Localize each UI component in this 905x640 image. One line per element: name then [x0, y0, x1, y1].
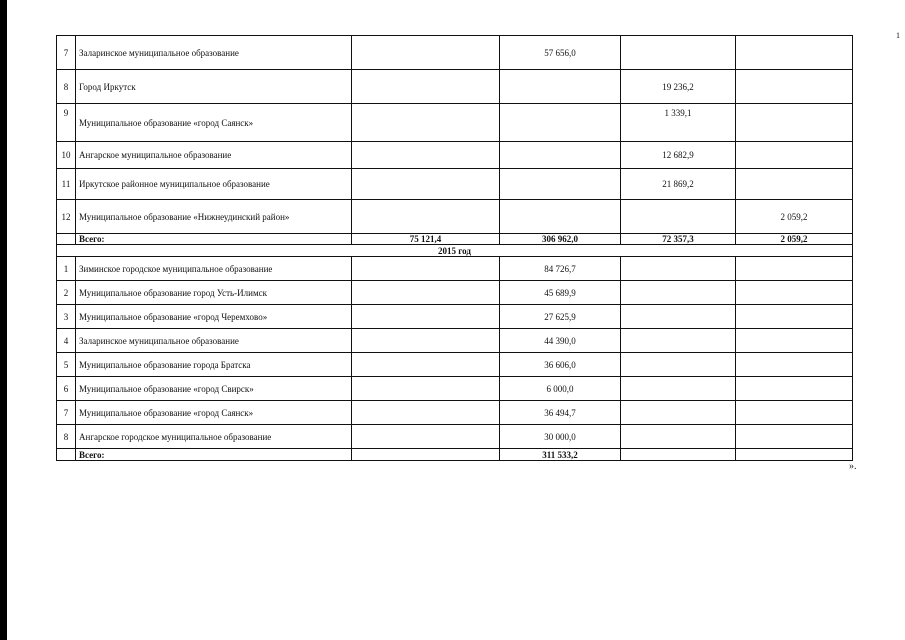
cell-col3 [621, 401, 736, 425]
cell-col4 [736, 281, 853, 305]
cell-col1 [352, 305, 500, 329]
cell-col3 [621, 36, 736, 70]
cell-col3 [621, 257, 736, 281]
row-number: 8 [57, 425, 76, 449]
table-row [57, 104, 853, 142]
page-number: 1 [896, 31, 900, 40]
cell-col1 [352, 377, 500, 401]
cell-col2: 45 689,9 [500, 281, 621, 305]
municipality-name: Ангарское городское муниципальное образование [76, 425, 352, 449]
cell-col1 [352, 142, 500, 169]
total-col2: 311 533,2 [500, 449, 621, 461]
cell-col1 [352, 425, 500, 449]
cell-col2: 84 726,7 [500, 257, 621, 281]
cell-col3 [621, 353, 736, 377]
budget-table [56, 35, 853, 461]
cell-col3 [621, 305, 736, 329]
cell-col4 [736, 104, 853, 142]
row-number: 7 [57, 401, 76, 425]
total-label: Всего: [76, 234, 352, 245]
cell-col2: 30 000,0 [500, 425, 621, 449]
row-number: 7 [57, 36, 76, 70]
table-row [57, 169, 853, 200]
row-number: 5 [57, 353, 76, 377]
cell-col2: 36 494,7 [500, 401, 621, 425]
closing-quote-mark: ». [849, 461, 857, 472]
cell-col3: 12 682,9 [621, 142, 736, 169]
year-heading: 2015 год [57, 245, 853, 257]
cell-col2: 36 606,0 [500, 353, 621, 377]
municipality-name: Ангарское муниципальное образование [76, 142, 352, 169]
cell-col2: 57 656,0 [500, 36, 621, 70]
year-header-row [57, 245, 853, 257]
cell-col1 [352, 36, 500, 70]
cell-col2 [500, 142, 621, 169]
total-label: Всего: [76, 449, 352, 461]
total-col2: 306 962,0 [500, 234, 621, 245]
cell-col2: 6 000,0 [500, 377, 621, 401]
cell-col4 [736, 305, 853, 329]
cell-col3 [621, 281, 736, 305]
cell-col4 [736, 353, 853, 377]
cell-col3: 1 339,1 [621, 104, 736, 142]
municipality-name: Город Иркутск [76, 70, 352, 104]
table-row [57, 353, 853, 377]
cell-col4 [736, 36, 853, 70]
cell-col1 [352, 329, 500, 353]
cell-col4: 2 059,2 [736, 200, 853, 234]
table-row [57, 305, 853, 329]
municipality-name: Иркутское районное муниципальное образование [76, 169, 352, 200]
cell-col4 [736, 425, 853, 449]
row-number [57, 234, 76, 245]
cell-col4 [736, 257, 853, 281]
cell-col4 [736, 377, 853, 401]
cell-col3 [621, 200, 736, 234]
total-col4: 2 059,2 [736, 234, 853, 245]
total-col3: 72 357,3 [621, 234, 736, 245]
cell-col1 [352, 169, 500, 200]
cell-col1 [352, 401, 500, 425]
cell-col1 [352, 70, 500, 104]
cell-col1 [352, 104, 500, 142]
cell-col2 [500, 104, 621, 142]
total-col1 [352, 449, 500, 461]
municipality-name: Муниципальное образование «город Свирск» [76, 377, 352, 401]
cell-col3 [621, 377, 736, 401]
row-number: 3 [57, 305, 76, 329]
total-row [57, 449, 853, 461]
cell-col4 [736, 401, 853, 425]
total-col3 [621, 449, 736, 461]
table-row [57, 281, 853, 305]
total-col1: 75 121,4 [352, 234, 500, 245]
cell-col2: 44 390,0 [500, 329, 621, 353]
row-number: 9 [57, 104, 76, 142]
municipality-name: Зиминское городское муниципальное образование [76, 257, 352, 281]
cell-col1 [352, 353, 500, 377]
row-number: 8 [57, 70, 76, 104]
cell-col2 [500, 169, 621, 200]
table-row [57, 257, 853, 281]
row-number: 10 [57, 142, 76, 169]
row-number: 6 [57, 377, 76, 401]
cell-col1 [352, 257, 500, 281]
table-row [57, 425, 853, 449]
table-row [57, 377, 853, 401]
municipality-name: Муниципальное образование города Братска [76, 353, 352, 377]
cell-col2 [500, 70, 621, 104]
cell-col3: 19 236,2 [621, 70, 736, 104]
cell-col3: 21 869,2 [621, 169, 736, 200]
municipality-name: Заларинское муниципальное образование [76, 36, 352, 70]
cell-col1 [352, 281, 500, 305]
table-row [57, 200, 853, 234]
row-number: 1 [57, 257, 76, 281]
cell-col4 [736, 329, 853, 353]
row-number: 11 [57, 169, 76, 200]
scan-left-edge [0, 0, 7, 640]
cell-col4 [736, 70, 853, 104]
cell-col4 [736, 142, 853, 169]
row-number [57, 449, 76, 461]
cell-col1 [352, 200, 500, 234]
table-row [57, 401, 853, 425]
cell-col2: 27 625,9 [500, 305, 621, 329]
table-row [57, 36, 853, 70]
municipality-name: Муниципальное образование «город Саянск» [76, 401, 352, 425]
municipality-name: Муниципальное образование «Нижнеудинский район» [76, 200, 352, 234]
cell-col3 [621, 329, 736, 353]
cell-col2 [500, 200, 621, 234]
total-col4 [736, 449, 853, 461]
cell-col4 [736, 169, 853, 200]
cell-col3 [621, 425, 736, 449]
municipality-name: Муниципальное образование город Усть-Илимск [76, 281, 352, 305]
table-row [57, 142, 853, 169]
table-row [57, 329, 853, 353]
total-row [57, 234, 853, 245]
row-number: 12 [57, 200, 76, 234]
row-number: 2 [57, 281, 76, 305]
municipality-name: Заларинское муниципальное образование [76, 329, 352, 353]
table-row [57, 70, 853, 104]
row-number: 4 [57, 329, 76, 353]
municipality-name: Муниципальное образование «город Саянск» [76, 104, 352, 142]
municipality-name: Муниципальное образование «город Черемхово» [76, 305, 352, 329]
